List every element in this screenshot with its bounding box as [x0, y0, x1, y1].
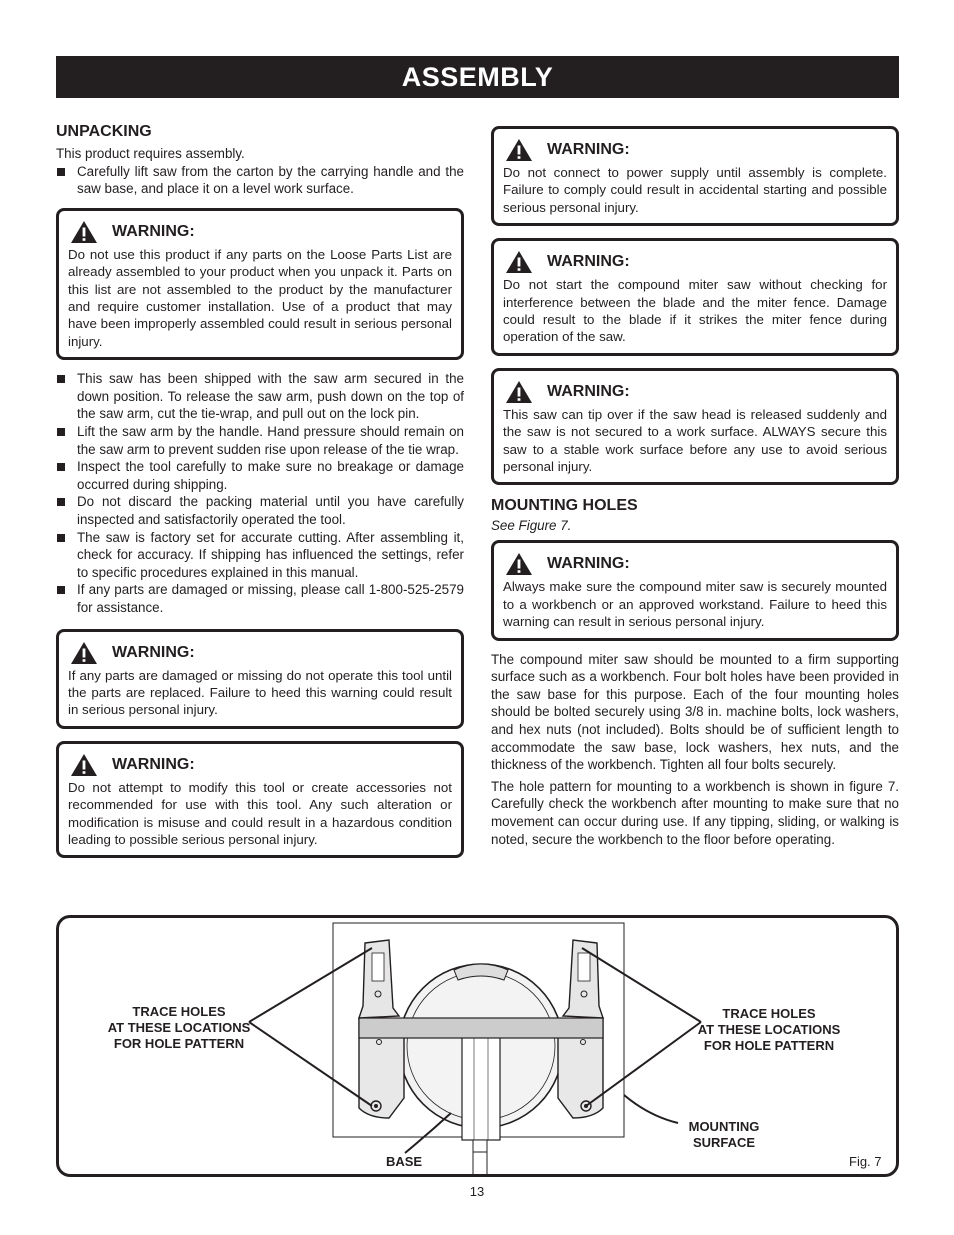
unpacking-intro: This product requires assembly. — [56, 146, 245, 161]
base-label: BASE — [385, 1154, 423, 1169]
warning-box — [56, 208, 464, 360]
warning-label: WARNING: — [112, 643, 195, 661]
warning-label: WARNING: — [112, 755, 195, 773]
mounting-holes-heading: MOUNTING HOLES — [491, 497, 638, 515]
warning-triangle-icon — [505, 250, 533, 274]
warning-box — [56, 629, 464, 729]
warning-triangle-icon — [505, 380, 533, 404]
list-item: Carefully lift saw from the carton by the carrying handle and the saw base, and place it on a level work surface. — [56, 163, 464, 198]
warning-text: Always make sure the compound miter saw is securely mounted to a workbench or an approved workstand. Failure to heed this warning can result in serious personal injury. — [503, 579, 887, 630]
warning-text: Do not connect to power supply until assembly is complete. Failure to comply could result in accidental starting and possible serious personal injury. — [503, 165, 887, 215]
list-item: If any parts are damaged or missing, please call 1-800-525-2579 for assistance. — [56, 581, 464, 616]
warning-label: WARNING: — [547, 141, 630, 158]
warning-text: Do not start the compound miter saw without checking for interference between the blade and the miter fence. Damage could result to the blade if it strikes the miter fence during operation of the saw. — [503, 277, 887, 345]
warning-box — [491, 238, 899, 356]
warning-box — [491, 368, 899, 486]
bullet-icon — [57, 498, 65, 506]
warning-box — [491, 540, 899, 640]
warning-label: WARNING: — [112, 222, 195, 240]
list-item: Do not discard the packing material until you have carefully inspected and satisfactorily operated the tool. — [56, 493, 464, 528]
unpacking-bullets-top — [56, 163, 464, 198]
list-item: Inspect the tool carefully to make sure no breakage or damage occurred during shipping. — [56, 458, 464, 493]
warning-triangle-icon — [70, 753, 98, 777]
mounting-paragraph: The hole pattern for mounting to a workbench is shown in figure 7. Carefully check the workbench after mounting to make sure that no movement can occur during use. If any tipping, sliding, or walking is noted, secure the workbench to the floor before operating. — [491, 778, 899, 847]
see-figure-note: See Figure 7. — [491, 518, 572, 534]
warning-text: This saw can tip over if the saw head is released suddenly and the saw is not secured to a work surface. ALWAYS secure this saw to a stable work surface before any use to avoid serious personal injury. — [503, 406, 887, 475]
warning-label: WARNING: — [547, 253, 630, 271]
warning-text: Do not use this product if any parts on the Loose Parts List are already assembled to your product when you unpack it. Parts on this list are not assembled to the product by the manufacturer and require customer installation. Use of a product that may have been improperly assembled could result in serious personal injury. — [68, 246, 452, 349]
warning-text: If any parts are damaged or missing do not operate this tool until the parts are replaced. Failure to heed this warning could result in serious personal injury. — [68, 667, 452, 718]
list-item: The saw is factory set for accurate cutting. After assembling it, check for accuracy. If shipping has influenced the settings, refer to specific procedures explained in this manual. — [56, 529, 464, 582]
mounting-surface-label: MOUNTING SURFACE — [688, 1119, 760, 1150]
figure-7 — [56, 915, 899, 1177]
unpacking-bullets — [56, 370, 464, 616]
bullet-icon — [57, 463, 65, 471]
right-column — [491, 126, 899, 848]
unpacking-heading: UNPACKING — [56, 123, 152, 140]
mounting-paragraph: The compound miter saw should be mounted to a firm supporting surface such as a workbench. Four bolt holes have been provided in the saw base for this purpose. Each of the four mounting holes should be bolted securely using 3/8 in. machine bolts, lock washers, and hex nuts (not included). Bolts should be of sufficient length to accommodate the saw base, lock washers, hex nuts, and the thickness of the workbench. Tighten all four bolts securely. — [491, 651, 899, 773]
warning-text: Do not attempt to modify this tool or create accessories not recommended for use with this tool. Any such alteration or modification is misuse and could result in a hazardous condition leading to possible serious personal injury. — [68, 779, 452, 847]
bullet-icon — [57, 428, 65, 436]
left-trace-holes-callout: TRACE HOLES AT THESE LOCATIONS FOR HOLE PATTERN — [107, 1004, 251, 1051]
warning-triangle-icon — [70, 641, 98, 665]
bullet-icon — [57, 168, 65, 176]
warning-triangle-icon — [505, 138, 533, 162]
list-item: Lift the saw arm by the handle. Hand pressure should remain on the saw arm to prevent sudden rise upon release of the tie wrap. — [56, 423, 464, 458]
page-number: 13 — [469, 1184, 485, 1199]
warning-label: WARNING: — [547, 382, 630, 400]
right-trace-holes-callout: TRACE HOLES AT THESE LOCATIONS FOR HOLE PATTERN — [697, 1006, 841, 1053]
warning-triangle-icon — [505, 552, 533, 576]
warning-triangle-icon — [70, 220, 98, 244]
warning-box — [491, 126, 899, 226]
bullet-icon — [57, 375, 65, 383]
bullet-icon — [57, 586, 65, 594]
list-item: This saw has been shipped with the saw arm secured in the down position. To release the saw arm, push down on the top of the saw arm, cut the tie-wrap, and pull out on the lock pin. — [56, 370, 464, 423]
bullet-icon — [57, 534, 65, 542]
left-column — [56, 122, 464, 858]
warning-label: WARNING: — [547, 555, 630, 573]
warning-box — [56, 741, 464, 859]
page-title: ASSEMBLY — [56, 56, 899, 98]
figure-number: Fig. 7 — [849, 1154, 882, 1169]
